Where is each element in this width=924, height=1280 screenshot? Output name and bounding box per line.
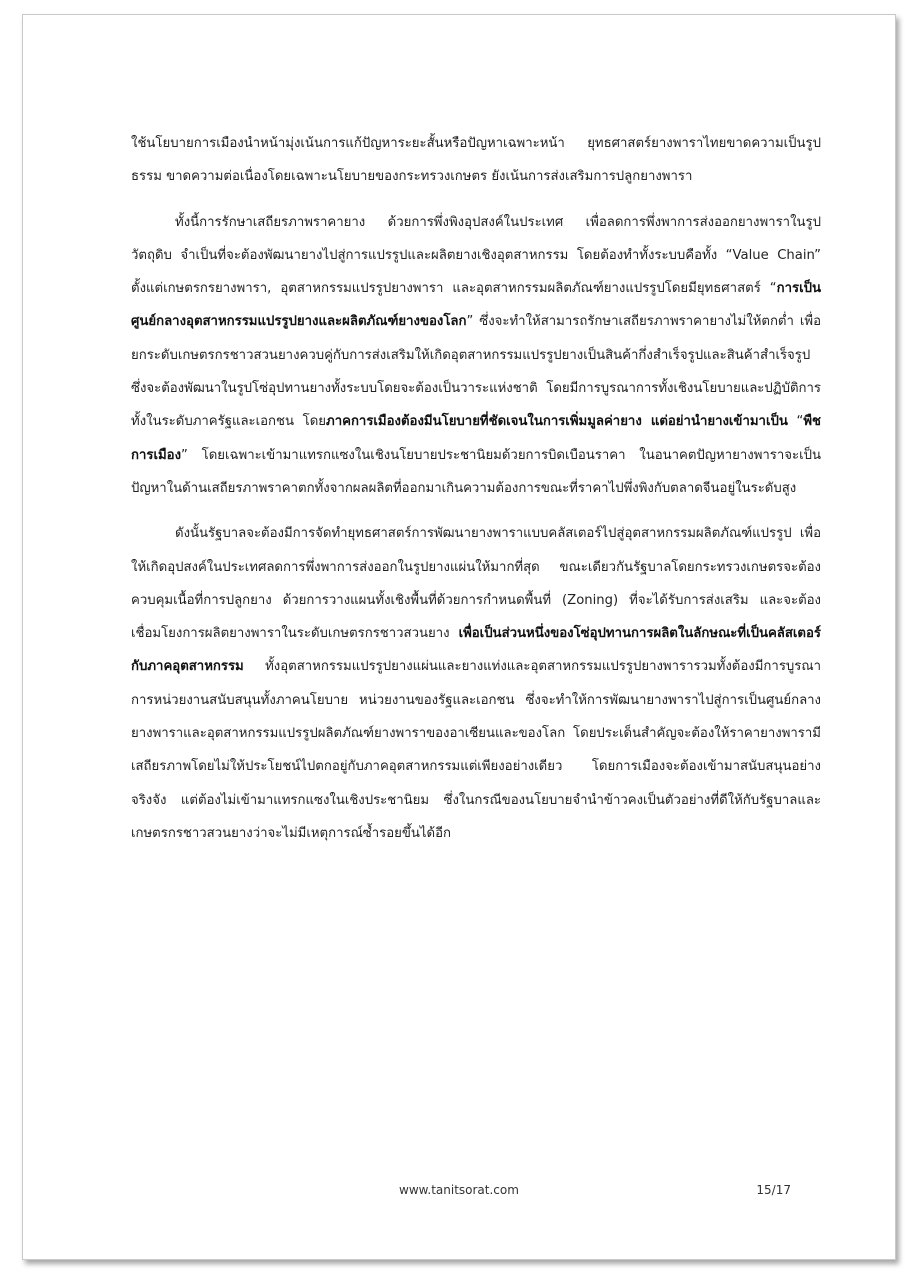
text-run: ” โดยเฉพาะเข้ามาแทรกแซงในเชิงนโยบายประชานิยมด้วยการบิดเบือนราคา ในอนาคตปัญหายางพาราจะเป็นปัญหาในด้านเสถียรภาพราคาตกทั้งจากผลผลิตที่ออกมาเกินความต้องการขณะที่ราคาไปพึ่งพิงกับตลาดจีนอยู่ในระดับสูง: [131, 447, 821, 496]
document-page: [22, 14, 896, 1260]
paragraph: [131, 517, 821, 850]
footer-url: www.tanitsorat.com: [399, 1183, 519, 1197]
paragraph: [131, 127, 821, 194]
bold-text: พืชการเมือง: [131, 414, 821, 463]
page-number: 15/17: [756, 1183, 791, 1197]
document-body: [131, 127, 821, 862]
text-run: ใช้นโยบายการเมืองนำหน้ามุ่งเน้นการแก้ปัญหาระยะสั้นหรือปัญหาเฉพาะหน้า ยุทธศาสตร์ยางพาราไทยขาดความเป็นรูปธรรม ขาดความต่อเนื่องโดยเฉพาะนโยบายของกระทรวงเกษตร ยังเน้นการส่งเสริมการปลูกยางพารา: [131, 136, 821, 185]
text-run: ทั้งนี้การรักษาเสถียรภาพราคายาง ด้วยการพึ่งพิงอุปสงค์ในประเทศ เพื่อลดการพึ่งพาการส่งออกยางพาราในรูปวัตถุดิบ จำเป็นที่จะต้องพัฒนายางไปสู่การแปรรูปและผลิตยางเชิงอุตสาหกรรม โดยต้องทำทั้งระบบคือทั้ง “Value Chain” ตั้งแต่เกษตรกรยางพารา, อุตสาหกรรมแปรรูปยางพารา และอุตสาหกรรมผลิตภัณฑ์ยางแปรรูปโดยมียุทธศาสตร์ “: [131, 214, 821, 297]
text-run: ” ซึ่งจะทำให้สามารถรักษาเสถียรภาพราคายางไม่ให้ตกต่ำ เพื่อยกระดับเกษตรกรชาวสวนยางควบคู่กับการส่งเสริมให้เกิดอุตสาหกรรมแปรรูปยางเป็นสินค้ากึ่งสำเร็จรูปและสินค้าสำเร็จรูป ซึ่งจะต้องพัฒนาในรูปโซ่อุปทานยางทั้งระบบโดยจะต้องเป็นวาระแห่งชาติ โดยมีการบูรณาการทั้งเชิงนโยบายและปฏิบัติการ ทั้งในระดับภาครัฐและเอกชน โดย: [131, 314, 821, 430]
text-run: “: [787, 414, 804, 430]
text-run: ทั้งอุตสาหกรรมแปรรูปยางแผ่นและยางแท่งและอุตสาหกรรมแปรรูปยางพารารวมทั้งต้องมีการบูรณาการหน่วยงานสนับสนุนทั้งภาคนโยบาย หน่วยงานของรัฐและเอกชน ซึ่งจะทำให้การพัฒนายางพาราไปสู่การเป็นศูนย์กลางยางพาราและอุตสาหกรรมแปรรูปผลิตภัณฑ์ยางพาราของอาเซียนและของโลก โดยประเด็นสำคัญจะต้องให้ราคายางพารามีเสถียรภาพโดยไม่ให้ประโยชน์ไปตกอยู่กับภาคอุตสาหกรรมแต่เพียงอย่างเดียว โดยการเมืองจะต้องเข้ามาสนับสนุนอย่างจริงจัง แต่ต้องไม่เข้ามาแทรกแซงในเชิงประชานิยม ซึ่งในกรณีของนโยบายจำนำข้าวคงเป็นตัวอย่างที่ดีให้กับรัฐบาลและเกษตรกรชาวสวนยางว่าจะไม่มีเหตุการณ์ซ้ำรอยขึ้นได้อีก: [131, 659, 821, 841]
text-run: ดังนั้นรัฐบาลจะต้องมีการจัดทำยุทธศาสตร์การพัฒนายางพาราแบบคลัสเตอร์ไปสู่อุตสาหกรรมผลิตภัณฑ์แปรรูป เพื่อให้เกิดอุปสงค์ในประเทศลดการพึ่งพาการส่งออกในรูปยางแผ่นให้มากที่สุด ขณะเดียวกันรัฐบาลโดยกระทรวงเกษตรจะต้องควบคุมเนื้อที่การปลูกยาง ด้วยการวางแผนทั้งเชิงพื้นที่ด้วยการกำหนดพื้นที่ (Zoning) ที่จะได้รับการส่งเสริม และจะต้องเชื่อมโยงการผลิตยางพาราในระดับเกษตรกรชาวสวนยาง: [131, 526, 821, 642]
bold-text: การเป็นศูนย์กลางอุตสาหกรรมแปรรูปยางและผลิตภัณฑ์ยางของโลก: [131, 281, 821, 330]
paragraph: [131, 206, 821, 506]
bold-text: ภาคการเมืองต้องมีนโยบายที่ชัดเจนในการเพิ่มมูลค่ายาง แต่อย่านำยางเข้ามาเป็น: [326, 414, 788, 430]
bold-text: เพื่อเป็นส่วนหนึ่งของโซ่อุปทานการผลิตในลักษณะที่เป็นคลัสเตอร์กับภาคอุตสาหกรรม: [131, 626, 821, 675]
